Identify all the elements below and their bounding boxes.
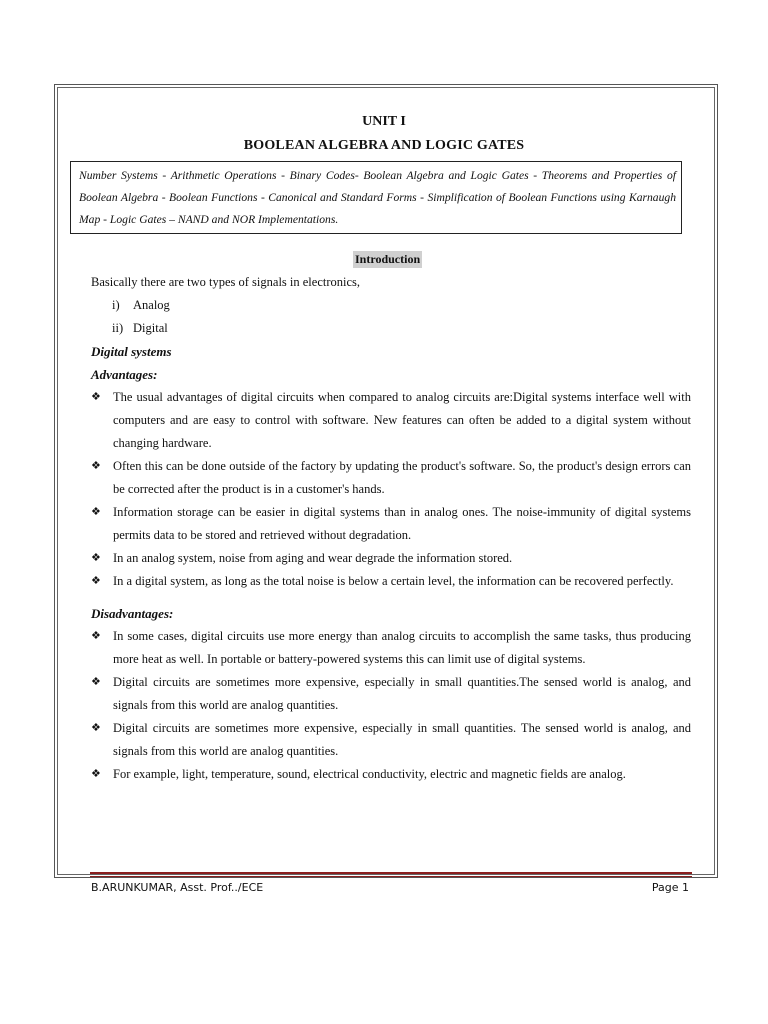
main-content [91, 271, 691, 786]
list-item-text: Often this can be done outside of the factory by updating the product's software. So, the product's design errors can be corrected after the product is in a customer's hands. [113, 459, 691, 496]
list-item-text: For example, light, temperature, sound, electrical conductivity, electric and magnetic fields are analog. [113, 767, 626, 781]
signal-type-number: i) [112, 298, 120, 312]
list-item-text: The usual advantages of digital circuits when compared to analog circuits are:Digital systems interface well with computers and are easy to control with software. New features can often be added to a digital system without changing hardware. [113, 390, 691, 450]
footer-rule [90, 876, 692, 877]
signal-type-label: Digital [133, 321, 168, 335]
syllabus-box: Number Systems - Arithmetic Operations - Binary Codes- Boolean Algebra and Logic Gates - Theorems and Properties of Boolean Algebra - Boolean Functions - Canonical and Standard Forms - Simplification of Boolean Functions using Karnaugh Map - Logic Gates – NAND and NOR Implementations. [70, 161, 682, 234]
digital-systems-heading: Digital systems [91, 344, 172, 359]
diamond-bullet-icon: ❖ [91, 630, 101, 642]
list-item-text: In a digital system, as long as the total noise is below a certain level, the information can be recovered perfectly. [113, 574, 674, 588]
unit-label: UNIT I [362, 114, 406, 129]
footer-author: B.ARUNKUMAR, Asst. Prof../ECE [91, 881, 264, 894]
list-item [91, 717, 691, 763]
disadvantages-list [91, 625, 691, 786]
list-item [91, 763, 691, 786]
advantages-heading: Advantages: [91, 367, 158, 382]
diamond-bullet-icon: ❖ [91, 575, 101, 587]
advantages-list [91, 386, 691, 593]
list-item [91, 455, 691, 501]
introduction-heading: Introduction [355, 252, 421, 266]
diamond-bullet-icon: ❖ [91, 506, 101, 518]
diamond-bullet-icon: ❖ [91, 391, 101, 403]
list-item-text: In an analog system, noise from aging and wear degrade the information stored. [113, 551, 513, 565]
diamond-bullet-icon: ❖ [91, 460, 101, 472]
signal-type-item [112, 317, 691, 340]
page-title: BOOLEAN ALGEBRA AND LOGIC GATES [243, 138, 525, 153]
list-item [91, 671, 691, 717]
list-item [91, 386, 691, 455]
list-item [91, 625, 691, 671]
list-item [91, 501, 691, 547]
intro-lead: Basically there are two types of signals in electronics, [91, 275, 361, 289]
signal-type-number: ii) [112, 321, 124, 335]
list-item [91, 570, 691, 593]
diamond-bullet-icon: ❖ [91, 722, 101, 734]
list-item-text: In some cases, digital circuits use more energy than analog circuits to accomplish the same tasks, thus producing more heat as well. In portable or battery-powered systems this can limit use of digital systems. [113, 629, 691, 666]
list-item-text: Digital circuits are sometimes more expensive, especially in small quantities.The sensed world is analog, and signals from this world are analog quantities. [113, 675, 691, 712]
list-item-text: Digital circuits are sometimes more expensive, especially in small quantities. The sensed world is analog, and signals from this world are analog quantities. [113, 721, 691, 758]
diamond-bullet-icon: ❖ [91, 768, 101, 780]
page-number: Page 1 [651, 881, 689, 894]
list-item [91, 547, 691, 570]
signal-type-label: Analog [133, 298, 170, 312]
list-item-text: Information storage can be easier in digital systems than in analog ones. The noise-immunity of digital systems permits data to be stored and retrieved without degradation. [113, 505, 691, 542]
diamond-bullet-icon: ❖ [91, 676, 101, 688]
footer-rule [90, 872, 692, 874]
disadvantages-heading: Disadvantages: [91, 606, 174, 621]
signal-type-item [112, 294, 691, 317]
diamond-bullet-icon: ❖ [91, 552, 101, 564]
